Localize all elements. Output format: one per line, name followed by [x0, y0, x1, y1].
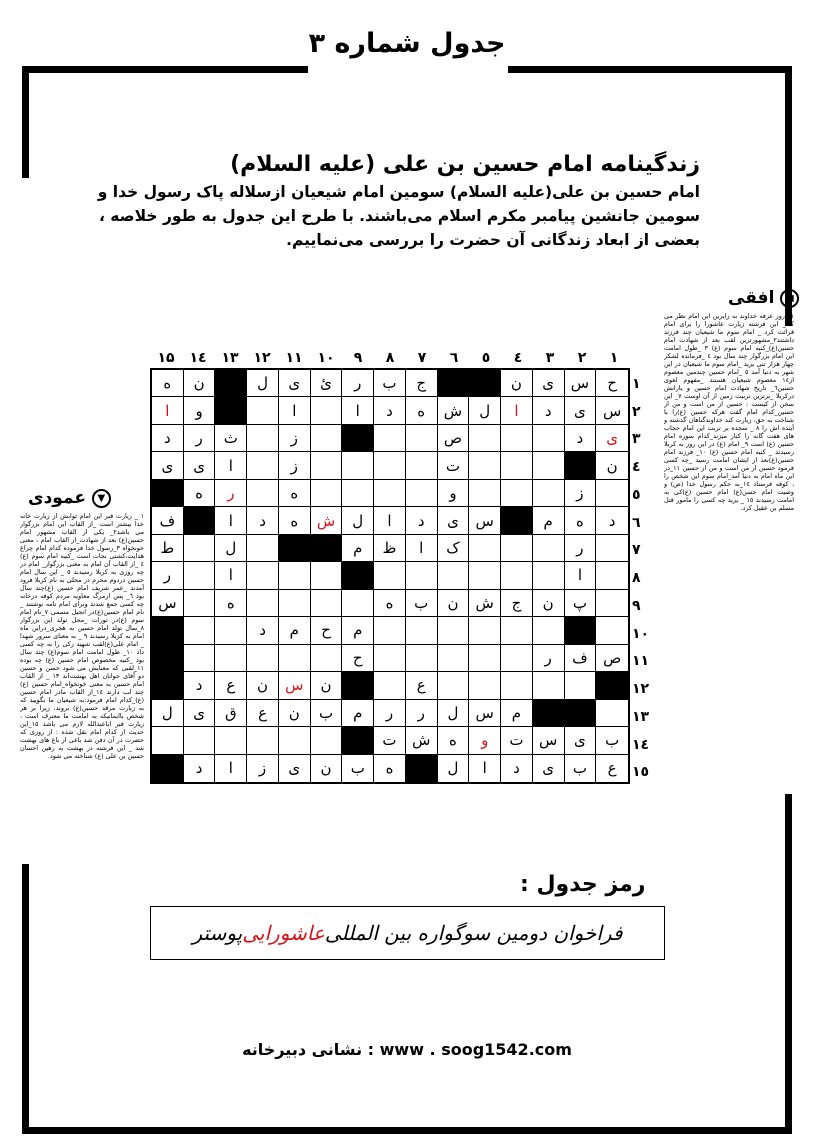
grid-cell[interactable] — [311, 397, 343, 424]
grid-cell[interactable]: ل — [215, 535, 247, 562]
grid-cell[interactable] — [247, 590, 279, 617]
grid-cell[interactable]: ح — [311, 617, 343, 644]
grid-cell[interactable] — [501, 617, 533, 644]
grid-cell[interactable]: م — [501, 700, 533, 727]
row-number: ۱۱ — [632, 653, 650, 670]
grid-cell[interactable]: م — [342, 535, 374, 562]
column-number: ۱ — [609, 350, 619, 366]
intro-section — [60, 150, 700, 252]
grid-cell[interactable]: ر — [565, 535, 597, 562]
intro-heading: زندگینامه امام حسین بن علی (علیه السلام) — [230, 152, 700, 177]
grid-cell[interactable] — [533, 480, 565, 507]
answer-part2: پوستر — [192, 921, 243, 945]
frame-bottom-right-line — [785, 794, 792, 1134]
grid-cell[interactable]: ن — [279, 700, 311, 727]
row-number: ۲ — [632, 403, 641, 420]
grid-cell[interactable]: ه — [438, 727, 470, 754]
frame-top-left-line — [22, 66, 308, 73]
intro-text: امام حسین بن علی(علیه السلام) سومین امام شیعیان ازسلاله پاک رسول خدا و سومین جانشین پیامبر مکرم اسلام می‌باشند. با طرح این جدول به طور خلاصه ، بعضی از ابعاد زندگانی آن حضرت را بررسی می‌نماییم. — [97, 183, 700, 249]
grid-cell[interactable] — [311, 590, 343, 617]
grid-cell[interactable]: ن — [311, 755, 343, 782]
grid-cell[interactable]: ی — [565, 397, 597, 424]
grid-cell[interactable]: ش — [406, 727, 438, 754]
grid-cell[interactable]: ی — [533, 755, 565, 782]
grid-cell[interactable]: س — [596, 397, 628, 424]
grid-cell[interactable] — [374, 645, 406, 672]
grid-cell[interactable] — [247, 397, 279, 424]
grid-cell[interactable] — [311, 425, 343, 452]
grid-cell[interactable] — [533, 617, 565, 644]
grid-cell[interactable]: ی — [184, 452, 216, 479]
grid-cell[interactable]: ن — [596, 452, 628, 479]
grid-cell-black — [342, 562, 374, 589]
grid-cell[interactable] — [152, 727, 184, 754]
grid-cell[interactable]: ع — [607, 759, 617, 778]
column-number: ۱۳ — [221, 350, 239, 366]
grid-cell[interactable] — [596, 562, 628, 589]
grid-cell[interactable] — [342, 590, 374, 617]
grid-cell[interactable] — [406, 617, 438, 644]
vertical-clues-text: ۱ _ زیارت قبر این امام ثوابش از زیارت خانه خدا بیشتر است _از القاب این امام بزرگوار می باشد۲_ یکی از القاب مشهور امام حسین(ع) بعد از شهادت_از القاب امام ، معنی خونخواه ۳_رسول خدا فرموده کدام امام چراغ هدایت،کشتی نجات است _کنیه امام سوم (ع) ٤ _از القاب آن امام به معنی بزرگوار_ امام در چه روزی به کربلا رسیدند ٥ _ این سال امام حسین دردوم محرم در محلی به نام کربلا فرود آمدند _عمر شریف امام حسین (ع)چند سال بود ٦_ پس ازمرگ معاویه مردم کوفه درخانه چه کسی جمع شدند وبرای امام نامه نوشتند _ نام امام حسین(ع)در انجیل مسمی ۷_نام امام سوم (ع)در تورات _محل تولد این بزرگوار ۸_سال تولد امام حسین به هجری_دراین ماه امام به کربلا رسیدند ۹ _ به معنای سرور شهدا _ امام علی(ع)لقب شهید زکی را به چه کسی داد ۱۰_ طول امامت امام سوم(ع) چند سال بود _کنیه مخصوص امام حسین (ع) چه بوده ۱۱_لقبی که معنایش می شود حسن و حسین دو آقای جوانان اهل بهشت‌اند ۱۳ _ از القاب امام حسین به معنی خونخواه_امام حسین (ع) چند لب دارند ۱٤_از القاب مادر امام حسین (ع)_کدام امام فرمود:به شیعیان ما بگویید که به زیارت مرقد حسین(ع) بروند، زیرا بر هر شخص باایمانیکه به امامت ما معترف است ، زیارت قبر اباعبدالله لازم می باشد ۱٥_این حدیث از کدام امام نقل شده : از روزی که حضرت در آن دفن شد باغی از باغ های بهشت شد _ این فرشته در بهشت به رهین احسان حسین بن علی (ع) شناخته می شود. — [20, 512, 144, 760]
grid-cell[interactable]: ی — [279, 755, 311, 782]
grid-cell[interactable]: د — [533, 397, 565, 424]
grid-cell[interactable]: ل — [469, 397, 501, 424]
grid-cell[interactable] — [501, 535, 533, 562]
grid-cell[interactable]: ا — [565, 562, 597, 589]
grid-cell[interactable]: و — [184, 397, 216, 424]
grid-cell[interactable]: ر — [215, 480, 247, 507]
grid-cell[interactable]: ه — [279, 480, 311, 507]
grid-cell[interactable] — [374, 452, 406, 479]
column-number: ۱۱ — [285, 350, 303, 366]
row-number: ۹ — [632, 597, 641, 614]
grid-cell-black — [565, 617, 597, 644]
column-number: ۱۰ — [317, 350, 335, 366]
grid-cell[interactable] — [279, 590, 311, 617]
grid-cell[interactable]: ز — [279, 452, 311, 479]
frame-right-line — [785, 66, 792, 326]
grid-cell[interactable] — [215, 727, 247, 754]
grid-cell[interactable]: ز — [565, 480, 597, 507]
grid-cell[interactable]: ن — [501, 370, 533, 397]
grid-cell[interactable]: ل — [152, 700, 184, 727]
grid-cell[interactable]: ه — [184, 480, 216, 507]
grid-cell[interactable]: ش — [469, 590, 501, 617]
grid-cell[interactable] — [311, 562, 343, 589]
grid-cell[interactable]: س — [469, 507, 501, 534]
grid-cell[interactable]: ت — [374, 727, 406, 754]
grid-cell[interactable]: ش — [311, 507, 343, 534]
grid-cell[interactable]: ز — [279, 425, 311, 452]
circle-arrow-left-icon: ◀ — [780, 289, 799, 308]
grid-cell[interactable]: ا — [279, 397, 311, 424]
grid-cell[interactable] — [596, 480, 628, 507]
grid-cell[interactable]: ا — [215, 562, 247, 589]
grid-cell[interactable] — [501, 645, 533, 672]
grid-cell[interactable] — [279, 645, 311, 672]
grid-cell[interactable]: ک — [438, 535, 470, 562]
grid-cell[interactable] — [247, 562, 279, 589]
grid-cell[interactable] — [247, 480, 279, 507]
grid-cell[interactable] — [184, 590, 216, 617]
grid-cell[interactable] — [247, 452, 279, 479]
grid-cell[interactable]: ب — [374, 370, 406, 397]
grid-cell[interactable]: د — [374, 397, 406, 424]
grid-cell[interactable] — [311, 452, 343, 479]
grid-cell[interactable]: د — [152, 425, 184, 452]
grid-cell[interactable] — [438, 672, 470, 699]
grid-cell[interactable] — [342, 480, 374, 507]
grid-cell[interactable]: پ — [565, 590, 597, 617]
grid-cell[interactable] — [501, 562, 533, 589]
grid-cell-black — [565, 700, 597, 727]
grid-cell[interactable]: ر — [152, 562, 184, 589]
grid-cell[interactable] — [215, 617, 247, 644]
grid-cell[interactable] — [469, 480, 501, 507]
grid-cell-black — [152, 672, 184, 699]
answer-highlight: عاشورایی — [242, 921, 325, 945]
grid-cell[interactable] — [501, 452, 533, 479]
grid-cell[interactable] — [184, 645, 216, 672]
grid-cell-black — [565, 452, 597, 479]
grid-cell-black — [438, 370, 470, 397]
grid-cell[interactable]: ل — [247, 370, 279, 397]
grid-cell[interactable] — [469, 617, 501, 644]
grid-cell[interactable] — [438, 645, 470, 672]
grid-cell[interactable] — [279, 727, 311, 754]
grid-cell[interactable]: ی — [279, 370, 311, 397]
grid-cell-black — [311, 535, 343, 562]
grid-cell[interactable]: ر — [406, 700, 438, 727]
grid-cell-black — [215, 397, 247, 424]
grid-cell[interactable]: ا — [406, 535, 438, 562]
grid-cell-black — [342, 425, 374, 452]
grid-cell[interactable] — [438, 617, 470, 644]
grid-cell[interactable]: ه — [152, 370, 184, 397]
row-number: ۷ — [632, 542, 641, 559]
grid-cell[interactable]: ت — [501, 727, 533, 754]
grid-cell[interactable]: ه — [279, 507, 311, 534]
grid-cell[interactable] — [215, 645, 247, 672]
puzzle-key-label: رمز جدول : — [520, 872, 646, 897]
horizontal-clues-text: ۱_ روز عرفه خداوند به زایرین این امام نظر می کند_ این فرشته زیارت عاشورا را برای امام قرائت کرد _ امام سوم ما شیعیان چند فرزند داشتند۲_مشهورترین لقب بعد از شهادت امام حسین(ع)_کنیه امام سوم (ع) ۳ _طول امامت این امام بزرگوار چند سال بود ٤ _فرمانده لشکر چهار هزار تنی یزید _امام سوم ما شیعیان در این شهر به دنیا آمد ٥ _امام حسین چندمین معصوم از۱٤ معصوم شیعیان هستند _مفهوم لغوی حسین٦_ تاریخ شهادت امام حسین و یارانش درکربلا _برترین تربیت زمین از آن اوست ۷_ این سخن از کیست : حسین از من است و من از حسین_کدام امام گفت هرکه حسین (ع)را با شناخت به حق، زیارت کند خداوندگناهان گذشته و آینده اش را ۸ _ سجده بر تربت این امام حجاب های هفت گانه را کنار میزند_کدام سوره امام حسین (ع) است ۹_ امام (ع) در این روز به کربلا رسیدند _ کنیه امام حسین (ع) ۱۰_ فرزند امام حسین(ع)بعد از ایشان امامت رسید _چه کسی فرمود حسین از من است و من از حسین ۱۱_در این ماه امام به دنیا آمد_امام سوم این شخص را ، کوفه فرستاد ۱٤_به حکم رسول خدا (ص) و وصیت امام حسن(ع) امام حسین (ع)کی به امامت رسیدند ۱٥ _ یزید چه کسی را مامور قتل مسلم بن عقیل کرد. — [664, 312, 794, 512]
grid-cell-black — [342, 727, 374, 754]
grid-cell[interactable]: ا — [469, 755, 501, 782]
grid-cell[interactable] — [342, 452, 374, 479]
grid-cell[interactable] — [533, 452, 565, 479]
footer-address: نشانی دبیرخانه : www . soog1542.com — [242, 1040, 572, 1059]
grid-cell[interactable] — [406, 562, 438, 589]
grid-cell[interactable]: ب — [565, 755, 597, 782]
grid-cell[interactable]: ج — [501, 590, 533, 617]
grid-cell[interactable]: م — [279, 617, 311, 644]
grid-cell[interactable]: ی — [596, 425, 628, 452]
grid-cell[interactable]: ی — [438, 507, 470, 534]
grid-cell[interactable] — [184, 617, 216, 644]
grid-cell[interactable]: ر — [184, 425, 216, 452]
grid-cell[interactable]: ا — [215, 507, 247, 534]
grid-cell[interactable] — [311, 727, 343, 754]
grid-cell[interactable]: ا — [215, 755, 247, 782]
grid-cell[interactable]: ن — [438, 590, 470, 617]
grid-cell[interactable]: ی — [533, 370, 565, 397]
column-number: ۱٤ — [189, 350, 207, 366]
column-number: ۲ — [577, 350, 587, 366]
grid-cell[interactable]: ا — [374, 507, 406, 534]
grid-cell-black — [152, 755, 184, 782]
grid-cell[interactable] — [311, 645, 343, 672]
crossword-grid — [150, 368, 630, 784]
grid-cell[interactable] — [533, 535, 565, 562]
frame-bottom-left-line — [22, 864, 29, 1134]
grid-cell[interactable] — [311, 480, 343, 507]
grid-cell[interactable]: د — [565, 425, 597, 452]
grid-cell[interactable] — [406, 480, 438, 507]
grid-cell[interactable]: ر — [374, 700, 406, 727]
grid-cell[interactable]: ه — [374, 590, 406, 617]
column-number: ٦ — [449, 350, 459, 366]
grid-cell[interactable]: ن — [184, 370, 216, 397]
grid-cell[interactable]: د — [596, 507, 628, 534]
grid-cell[interactable] — [374, 425, 406, 452]
grid-cell[interactable] — [596, 617, 628, 644]
circle-arrow-down-icon: ▼ — [92, 489, 111, 508]
grid-cell[interactable]: س — [469, 700, 501, 727]
grid-cell[interactable]: ع — [406, 672, 438, 699]
grid-cell[interactable]: ا — [152, 397, 184, 424]
grid-cell[interactable]: ا — [215, 452, 247, 479]
puzzle-key-answer-box — [150, 906, 665, 960]
grid-cell[interactable] — [469, 562, 501, 589]
grid-cell[interactable]: س — [565, 370, 597, 397]
row-number: ۱۳ — [632, 708, 650, 725]
grid-cell[interactable]: ی — [565, 727, 597, 754]
grid-cell[interactable]: ب — [311, 700, 343, 727]
frame-top-right-line — [508, 66, 792, 73]
grid-cell[interactable]: ب — [596, 727, 628, 754]
frame-bottom-line — [22, 1127, 792, 1134]
grid-cell-black — [342, 672, 374, 699]
grid-cell[interactable]: د — [247, 507, 279, 534]
grid-cell[interactable] — [501, 425, 533, 452]
grid-cell[interactable]: د — [501, 755, 533, 782]
grid-cell[interactable]: ق — [215, 700, 247, 727]
grid-cell[interactable]: م — [342, 617, 374, 644]
grid-cell[interactable] — [533, 562, 565, 589]
grid-cell[interactable]: م — [533, 507, 565, 534]
grid-cell[interactable] — [596, 535, 628, 562]
row-number: ۱٤ — [632, 736, 650, 753]
grid-cell[interactable]: ا — [501, 397, 533, 424]
grid-cell[interactable]: ج — [406, 370, 438, 397]
grid-cell[interactable]: د — [184, 672, 216, 699]
horizontal-title-text: افقی — [728, 288, 775, 308]
grid-cell[interactable] — [533, 425, 565, 452]
column-number: ٥ — [481, 350, 491, 366]
grid-cell[interactable]: ی — [184, 700, 216, 727]
crossword-grid-wrap — [150, 368, 630, 784]
grid-cell-black — [406, 755, 438, 782]
column-number: ٤ — [513, 350, 523, 366]
grid-cell-black — [152, 645, 184, 672]
grid-cell[interactable]: ل — [438, 755, 470, 782]
grid-cell[interactable]: س — [279, 672, 311, 699]
column-number: ۸ — [385, 350, 395, 366]
grid-cell[interactable]: ر — [342, 370, 374, 397]
grid-cell[interactable]: ل — [342, 507, 374, 534]
frame-left-line — [22, 66, 29, 178]
grid-cell[interactable]: ن — [247, 672, 279, 699]
grid-cell[interactable]: د — [247, 617, 279, 644]
grid-cell[interactable] — [406, 425, 438, 452]
grid-cell[interactable] — [596, 700, 628, 727]
grid-cell-black — [469, 370, 501, 397]
grid-cell[interactable]: ر — [533, 645, 565, 672]
grid-cell[interactable]: ن — [311, 672, 343, 699]
grid-cell[interactable] — [374, 562, 406, 589]
column-number: ۳ — [545, 350, 555, 366]
grid-cell-black — [215, 370, 247, 397]
grid-cell[interactable] — [469, 672, 501, 699]
grid-cell[interactable]: ه — [565, 507, 597, 534]
grid-cell[interactable] — [184, 535, 216, 562]
grid-cell[interactable]: ی — [152, 452, 184, 479]
grid-cell[interactable]: ئ — [311, 370, 343, 397]
grid-cell-black — [184, 507, 216, 534]
grid-cell[interactable] — [247, 727, 279, 754]
answer-part1: فراخوان دومین سوگواره بین المللی — [324, 921, 623, 945]
grid-cell[interactable]: ا — [342, 397, 374, 424]
grid-cell[interactable]: ت — [438, 452, 470, 479]
column-number: ۷ — [417, 350, 427, 366]
grid-cell[interactable]: ف — [152, 507, 184, 534]
grid-cell[interactable] — [406, 452, 438, 479]
grid-cell[interactable]: ه — [374, 755, 406, 782]
grid-cell[interactable]: و — [438, 480, 470, 507]
column-number: ۹ — [353, 350, 363, 366]
grid-cell[interactable]: ش — [438, 397, 470, 424]
grid-cell[interactable] — [469, 452, 501, 479]
grid-cell[interactable]: د — [406, 507, 438, 534]
row-number: ۱۰ — [632, 625, 650, 642]
grid-cell[interactable]: ظ — [374, 535, 406, 562]
grid-cell[interactable]: ن — [533, 590, 565, 617]
row-number: ٥ — [632, 486, 641, 503]
grid-cell[interactable]: ح — [596, 370, 628, 397]
grid-cell[interactable]: ب — [406, 590, 438, 617]
grid-cell[interactable] — [469, 645, 501, 672]
grid-cell[interactable] — [596, 590, 628, 617]
row-number: ٦ — [632, 514, 641, 531]
grid-cell[interactable]: ف — [565, 645, 597, 672]
grid-cell[interactable]: ح — [342, 645, 374, 672]
vertical-title-text: عمودی — [28, 488, 86, 508]
grid-cell[interactable] — [438, 562, 470, 589]
grid-cell[interactable]: ع — [215, 672, 247, 699]
row-number: ۱٥ — [632, 764, 650, 781]
grid-cell-black — [501, 507, 533, 534]
grid-cell-black — [596, 672, 628, 699]
grid-cell[interactable]: ه — [215, 590, 247, 617]
column-number: ۱۵ — [157, 350, 175, 366]
grid-cell[interactable]: ص — [596, 645, 628, 672]
page-title: جدول شماره ۳ — [308, 28, 506, 59]
grid-cell-black — [533, 700, 565, 727]
grid-cell[interactable]: س — [533, 727, 565, 754]
grid-cell[interactable] — [184, 727, 216, 754]
row-number: ٤ — [632, 459, 641, 476]
grid-cell[interactable] — [247, 425, 279, 452]
grid-cell[interactable]: س — [152, 590, 184, 617]
grid-cell[interactable]: ل — [438, 700, 470, 727]
row-number: ۱۲ — [632, 681, 650, 698]
grid-cell[interactable] — [565, 672, 597, 699]
grid-cell[interactable]: ه — [406, 397, 438, 424]
grid-cell[interactable]: د — [184, 755, 216, 782]
grid-cell[interactable] — [279, 562, 311, 589]
vertical-clues-title — [28, 488, 111, 508]
grid-cell[interactable]: ط — [152, 535, 184, 562]
grid-cell[interactable] — [247, 535, 279, 562]
grid-cell[interactable]: ز — [247, 755, 279, 782]
horizontal-clues-title — [728, 288, 799, 308]
grid-cell[interactable]: ث — [215, 425, 247, 452]
grid-cell[interactable] — [374, 617, 406, 644]
grid-cell[interactable] — [247, 645, 279, 672]
grid-cell-black — [152, 480, 184, 507]
grid-cell[interactable] — [469, 535, 501, 562]
grid-cell[interactable] — [374, 480, 406, 507]
grid-cell[interactable] — [406, 645, 438, 672]
grid-cell[interactable] — [374, 672, 406, 699]
row-number: ۸ — [632, 570, 641, 587]
grid-cell[interactable] — [501, 480, 533, 507]
grid-cell[interactable]: ص — [438, 425, 470, 452]
grid-cell[interactable]: ب — [342, 755, 374, 782]
row-number: ۳ — [632, 431, 641, 448]
grid-cell[interactable] — [533, 672, 565, 699]
row-number: ۱ — [632, 376, 641, 392]
column-number: ۱۲ — [253, 350, 271, 366]
grid-cell[interactable]: و — [469, 727, 501, 754]
grid-cell[interactable]: م — [342, 700, 374, 727]
grid-cell[interactable] — [501, 672, 533, 699]
grid-cell[interactable]: ع — [247, 700, 279, 727]
grid-cell-black — [279, 535, 311, 562]
grid-cell[interactable] — [469, 425, 501, 452]
grid-cell[interactable] — [184, 562, 216, 589]
grid-cell-black — [152, 617, 184, 644]
